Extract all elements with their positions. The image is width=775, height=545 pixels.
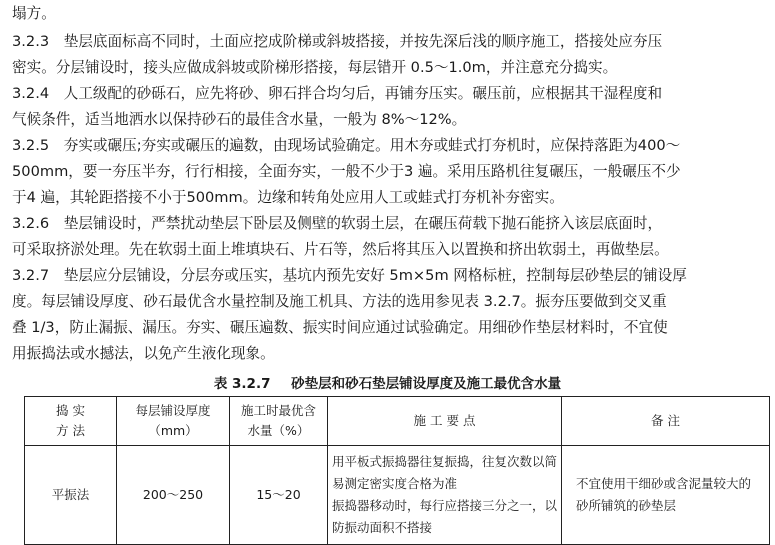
point-item: 振捣器移动时，每行应搭接三分之一，以防振动面积不搭接: [332, 498, 558, 535]
text-line: 500mm，要一夯压半夯，行行相接，全面夯实，一般不少于3 遍。采用压路机往复碾压，一般碾压不少: [12, 163, 681, 180]
text-line: 叠 1/3，防止漏振、漏压。夯实、碾压遍数、振实时间应通过试验确定。用细砂作垫层材料时，不宜使: [12, 319, 668, 336]
text-line: 3.2.5 夯实或碾压;夯实或碾压的遍数，由现场试验确定。用木夯或蛙式打夯机时，应保持落距为400～: [12, 137, 681, 154]
text-line: 3.2.7 垫层应分层铺设，分层夯或压实，基坑内预先安好 5m×5m 网格标桩，控制每层砂垫层的铺设厚: [12, 267, 687, 284]
table-title: 砂垫层和砂石垫层铺设厚度及施工最优含水量: [291, 376, 562, 392]
cell-points: [328, 446, 562, 545]
text-line: 度。每层铺设厚度、砂石最优含水量控制及施工机具、方法的选用参见表 3.2.7。振夯压要做到交叉重: [12, 293, 667, 310]
table-number: 表 3.2.7: [213, 376, 271, 392]
point-item: 用平板式振捣器往复振捣，往复次数以简易测定密实度合格为准: [332, 454, 558, 491]
text-line: 气候条件，适当地洒水以保持砂石的最佳含水量，一般为 8%～12%。: [12, 111, 467, 128]
cell-thickness: 200～250: [117, 446, 230, 545]
header-method-line1: 捣 实: [56, 403, 85, 418]
table-row: [25, 446, 770, 545]
text-line: 3.2.6 垫层铺设时，严禁扰动垫层下卧层及侧壁的软弱土层，在碾压荷载下抛石能挤入该层底面时，: [12, 215, 663, 232]
header-water: [230, 397, 328, 446]
cell-note: 不宜使用干细砂或含泥量较大的砂所铺筑的砂垫层: [562, 446, 770, 545]
header-method-line2: 方 法: [56, 423, 85, 438]
header-water-line1: 施工时最优含: [240, 403, 316, 418]
header-points: 施 工 要 点: [328, 397, 562, 446]
header-water-line2: 水量（%）: [247, 423, 310, 438]
table-header-row: [25, 397, 770, 446]
cell-water: 15～20: [230, 446, 328, 545]
header-thickness-line1: 每层铺设厚度: [135, 403, 211, 418]
header-notes: 备 注: [562, 397, 770, 446]
header-thickness: [117, 397, 230, 446]
header-thickness-line2: （mm）: [148, 423, 198, 438]
header-method: [25, 397, 117, 446]
cell-method: 平振法: [25, 446, 117, 545]
text-line: 可采取挤淤处理。先在软弱土面上堆填块石、片石等，然后将其压入以置换和挤出软弱土，再做垫层。: [12, 241, 669, 258]
text-line: 3.2.3 垫层底面标高不同时，土面应挖成阶梯或斜坡搭接，并按先深后浅的顺序施工，搭接处应夯压: [12, 33, 663, 50]
text-line: 用振捣法或水撼法，以免产生液化现象。: [12, 345, 275, 362]
spec-table: [24, 396, 770, 545]
text-line: 于4 遍，其轮距搭接不小于500mm。边缘和转角处应用人工或蛙式打夯机补夯密实。: [12, 189, 564, 206]
table-caption: [0, 374, 775, 394]
text-line: 密实。分层铺设时，接头应做成斜坡或阶梯形搭接，每层错开 0.5～1.0m，并注意充分捣实。: [12, 59, 618, 76]
text-line: 塌方。: [12, 5, 56, 22]
text-line: 3.2.4 人工级配的砂砾石，应先将砂、卵石拌合均匀后，再铺夯压实。碾压前，应根据其干湿程度和: [12, 85, 663, 102]
